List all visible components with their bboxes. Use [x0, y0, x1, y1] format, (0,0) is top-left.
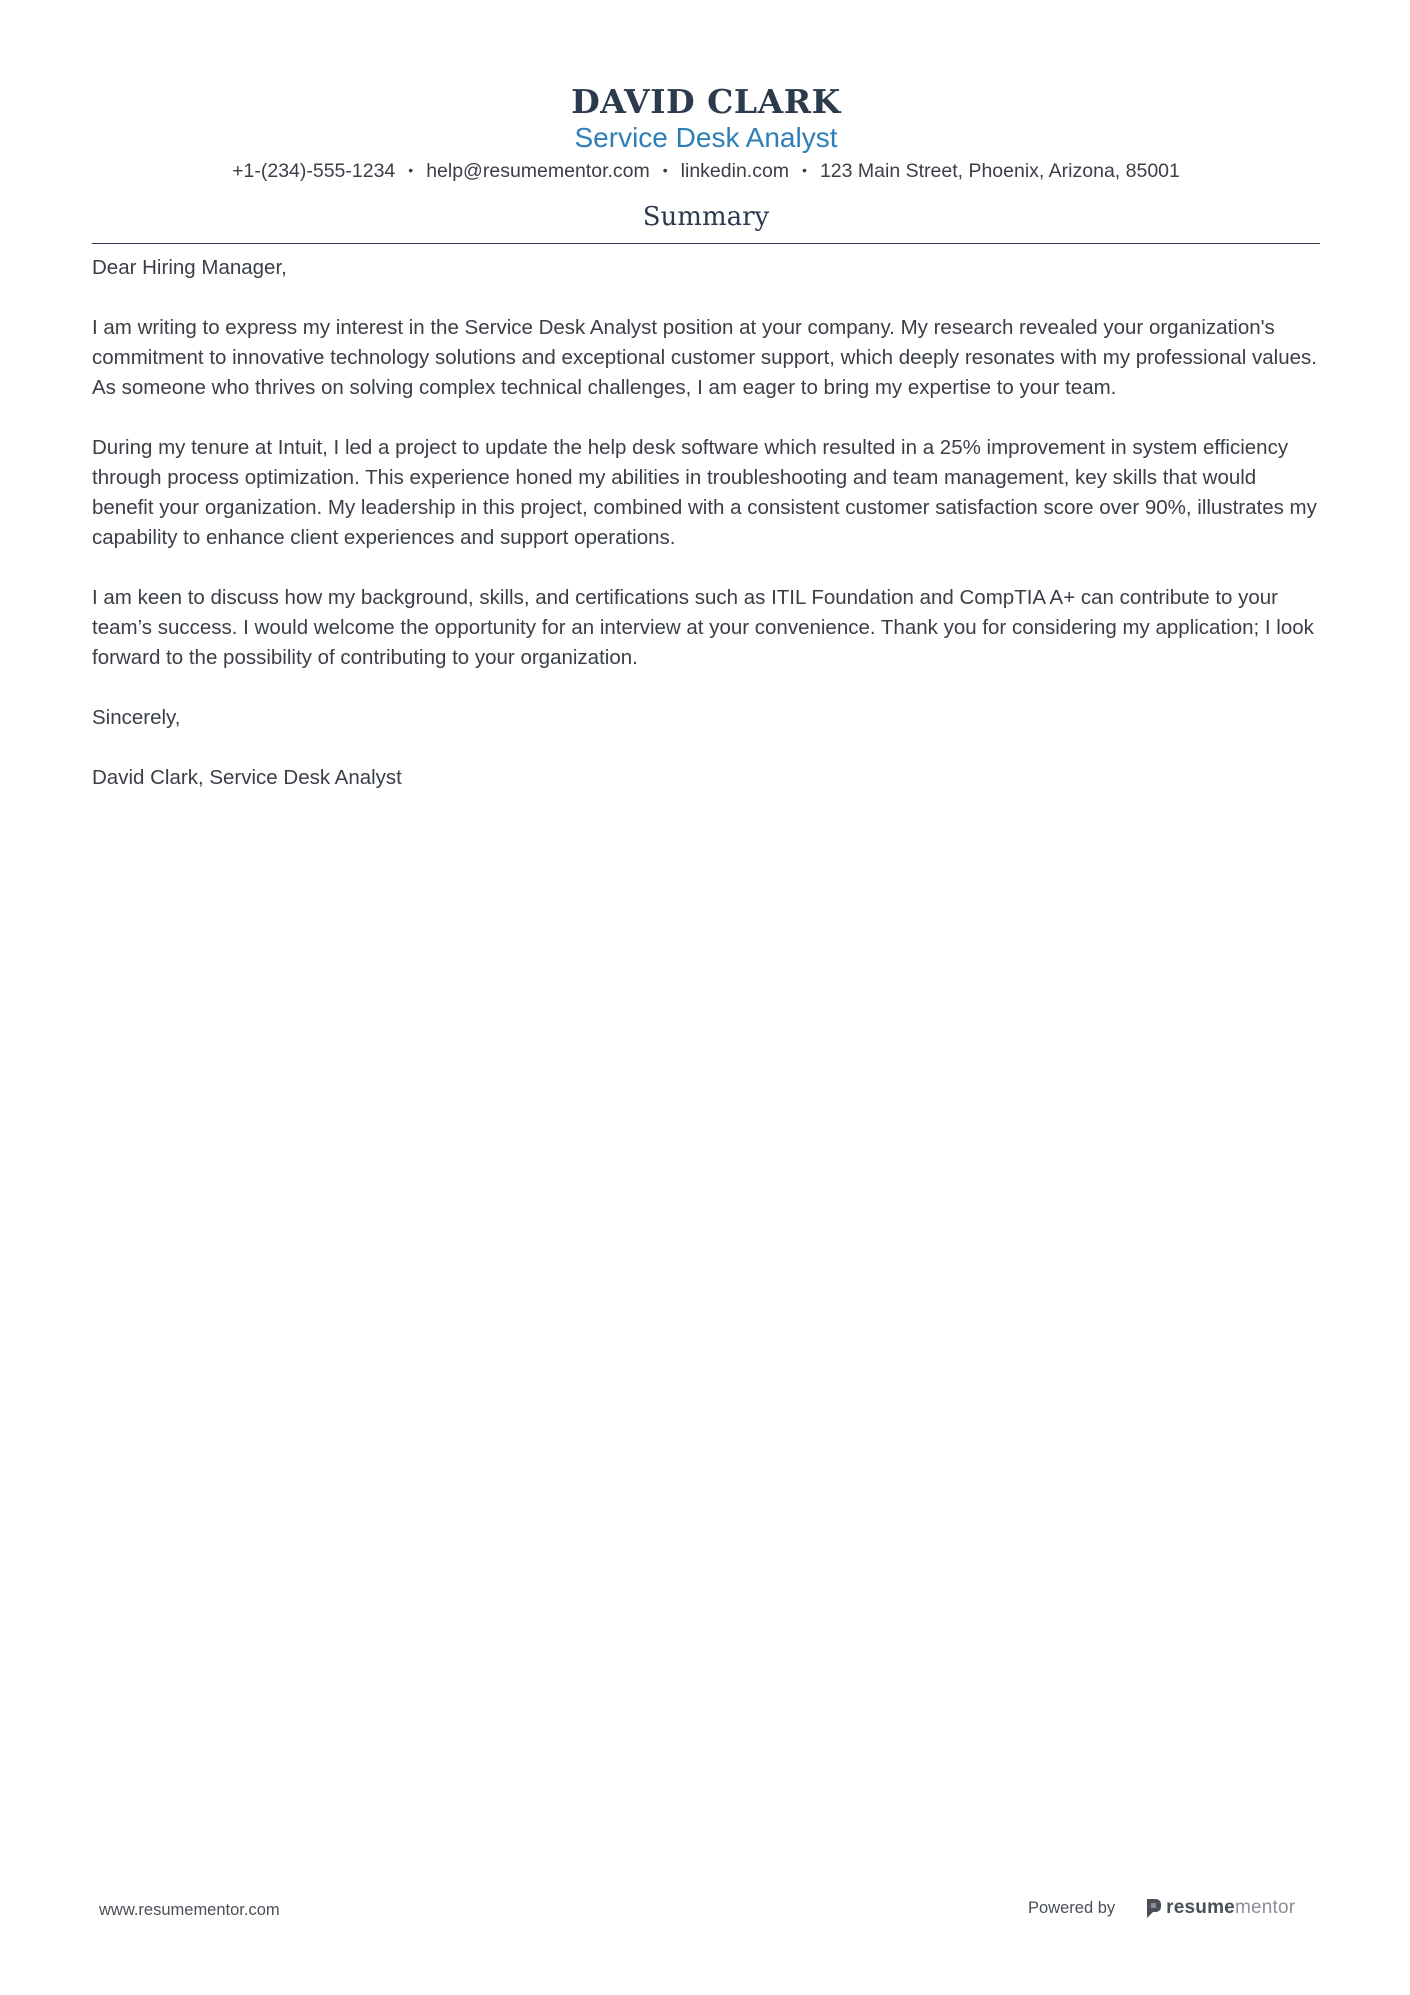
section-title-summary: Summary [92, 201, 1320, 244]
contact-email: help@resumementor.com [426, 160, 650, 182]
contact-line [92, 155, 1320, 186]
footer-website: www.resumementor.com [99, 1901, 280, 1919]
cover-letter-body [92, 253, 1320, 793]
separator-dot: • [408, 162, 414, 178]
footer-branding [1028, 1897, 1295, 1919]
resumementor-logo [1145, 1897, 1295, 1919]
separator-dot: • [802, 162, 807, 178]
letter-closing: Sincerely, [92, 706, 181, 729]
letter-signature: David Clark, Service Desk Analyst [92, 766, 402, 789]
letter-paragraph: During my tenure at Intuit, I led a project to update the help desk software which resulted in a 25% improvement in system efficiency through process optimization. This experience honed my abilities in troubleshooting and team management, key skills that would benefit your organization. My leadership in this project, combined with a consistent customer satisfaction score over 90%, illustrates my capability to enhance client experiences and support operations. [92, 436, 1317, 549]
separator-dot: • [662, 162, 668, 178]
contact-linkedin: linkedin.com [680, 160, 790, 182]
candidate-name: DAVID CLARK [571, 82, 841, 121]
header [92, 82, 1320, 186]
contact-address: 123 Main Street, Phoenix, Arizona, 85001 [819, 160, 1180, 182]
logo-text-light: mentor [1234, 1897, 1296, 1918]
logo-text-bold: resume [1166, 1897, 1235, 1918]
contact-phone: +1-(234)-555-1234 [232, 160, 396, 182]
resume-page [92, 82, 1320, 823]
resumementor-logo-icon [1145, 1897, 1163, 1919]
job-title: Service Desk Analyst [574, 122, 838, 153]
letter-paragraph: I am keen to discuss how my background, skills, and certifications such as ITIL Foundation and CompTIA A+ can contribute to your team’s success. I would welcome the opportunity for an interview at your convenience. Thank you for considering my application; I look forward to the possibility of contributing to your organization. [92, 586, 1314, 669]
letter-greeting: Dear Hiring Manager, [92, 256, 287, 279]
letter-paragraph: I am writing to express my interest in the Service Desk Analyst position at your company. My research revealed your organization's commitment to innovative technology solutions and exceptional customer support, which deeply resonates with my professional values. As someone who thrives on solving complex technical challenges, I am eager to bring my expertise to your team. [92, 316, 1317, 399]
powered-by-label: Powered by [1028, 1898, 1116, 1917]
